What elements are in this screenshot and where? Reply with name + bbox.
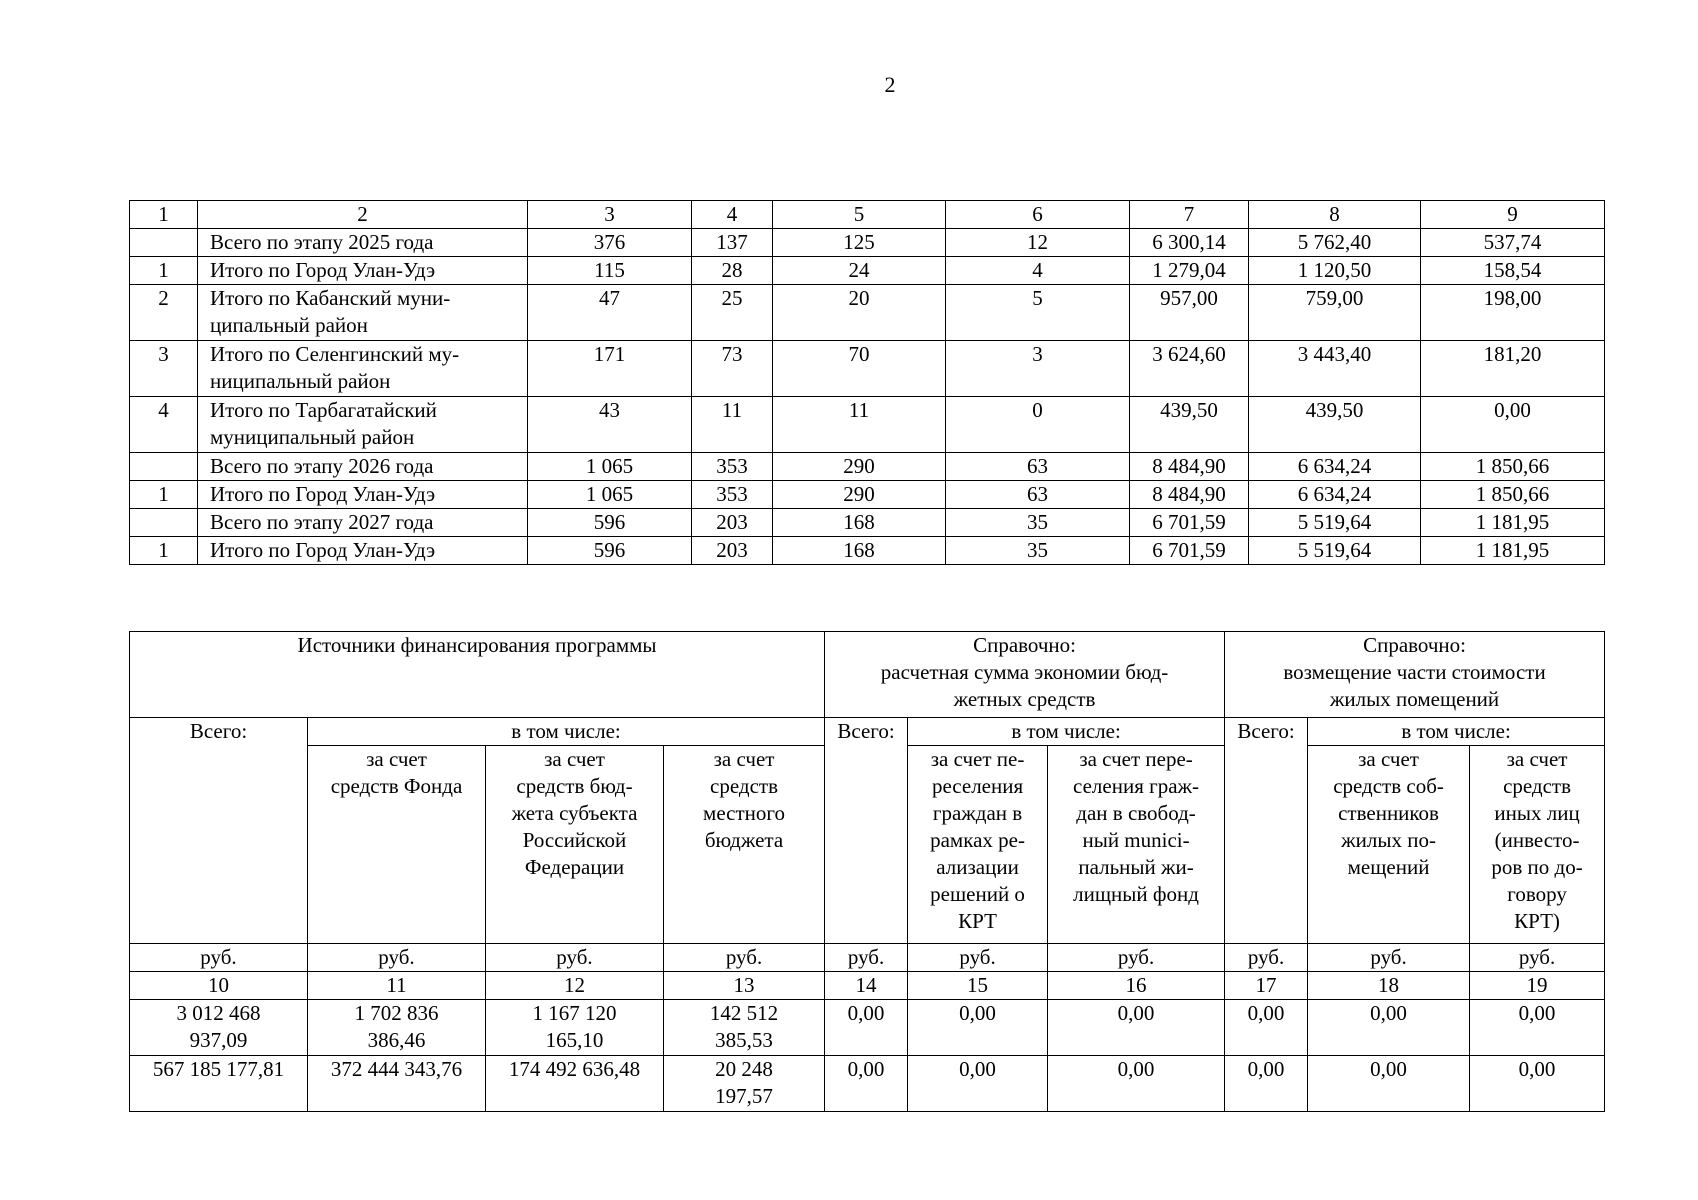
row-name: Всего по этапу 2026 года: [198, 453, 528, 481]
cell-col-14: 0,00: [825, 1056, 908, 1112]
unit-col-18: руб.: [1308, 944, 1470, 972]
cell-col-8: 6 634,24: [1249, 453, 1421, 481]
row-number: 4: [130, 397, 198, 453]
unit-row: [130, 944, 1605, 972]
row-name: Итого по Кабанский муни- ципальный район: [198, 285, 528, 341]
cell-col-13: 20 248 197,57: [664, 1056, 825, 1112]
column-number-2: 2: [198, 201, 528, 229]
header-including-3: в том числе:: [1308, 718, 1605, 746]
page-number: 2: [884, 72, 896, 97]
row-name: Всего по этапу 2025 года: [198, 229, 528, 257]
table-row: [130, 1000, 1605, 1056]
cell-col-6: 35: [946, 509, 1130, 537]
column-number-1: 1: [130, 201, 198, 229]
header-col-19: за счет средств иных лиц (инвесто- ров по до- говору КРТ): [1470, 746, 1605, 944]
header-total-17: Всего:: [1225, 718, 1308, 944]
column-number-3: 3: [528, 201, 692, 229]
column-number-6: 6: [946, 201, 1130, 229]
header-total-10: Всего:: [130, 718, 308, 944]
cell-col-4: 73: [692, 341, 773, 397]
cell-col-8: 1 120,50: [1249, 257, 1421, 285]
cell-col-4: 353: [692, 481, 773, 509]
row-name: Итого по Город Улан-Удэ: [198, 257, 528, 285]
cell-col-11: 372 444 343,76: [308, 1056, 486, 1112]
cell-col-5: 11: [773, 397, 946, 453]
cell-col-8: 3 443,40: [1249, 341, 1421, 397]
cell-col-5: 20: [773, 285, 946, 341]
cell-col-4: 203: [692, 509, 773, 537]
cell-col-8: 439,50: [1249, 397, 1421, 453]
cell-col-14: 0,00: [825, 1000, 908, 1056]
cell-col-4: 25: [692, 285, 773, 341]
cell-col-7: 3 624,60: [1130, 341, 1249, 397]
unit-col-12: руб.: [486, 944, 664, 972]
row-name: Итого по Город Улан-Удэ: [198, 537, 528, 565]
cell-col-18: 0,00: [1308, 1000, 1470, 1056]
unit-col-17: руб.: [1225, 944, 1308, 972]
column-number-16: 16: [1048, 972, 1225, 1000]
header-col-13: за счет средств местного бюджета: [664, 746, 825, 944]
column-number-17: 17: [1225, 972, 1308, 1000]
cell-col-4: 11: [692, 397, 773, 453]
cell-col-6: 5: [946, 285, 1130, 341]
cell-col-8: 6 634,24: [1249, 481, 1421, 509]
cell-col-6: 35: [946, 537, 1130, 565]
cell-col-4: 203: [692, 537, 773, 565]
cell-col-5: 125: [773, 229, 946, 257]
header-col-12: за счет средств бюд- жета субъекта Российской Федерации: [486, 746, 664, 944]
cell-col-9: 181,20: [1421, 341, 1605, 397]
header-including-2: в том числе:: [908, 718, 1225, 746]
cell-col-7: 6 701,59: [1130, 509, 1249, 537]
table-row: [130, 229, 1605, 257]
column-number-9: 9: [1421, 201, 1605, 229]
cell-col-7: 6 701,59: [1130, 537, 1249, 565]
cell-col-7: 8 484,90: [1130, 453, 1249, 481]
column-number-14: 14: [825, 972, 908, 1000]
cell-col-8: 5 519,64: [1249, 509, 1421, 537]
row-number: 2: [130, 285, 198, 341]
unit-col-13: руб.: [664, 944, 825, 972]
column-number-8: 8: [1249, 201, 1421, 229]
cell-col-3: 47: [528, 285, 692, 341]
cell-col-3: 171: [528, 341, 692, 397]
unit-col-14: руб.: [825, 944, 908, 972]
cell-col-12: 174 492 636,48: [486, 1056, 664, 1112]
column-number-13: 13: [664, 972, 825, 1000]
cell-col-9: 1 181,95: [1421, 509, 1605, 537]
table-row: [130, 341, 1605, 397]
unit-col-16: руб.: [1048, 944, 1225, 972]
cell-col-5: 290: [773, 481, 946, 509]
cell-col-3: 1 065: [528, 453, 692, 481]
cell-col-4: 137: [692, 229, 773, 257]
row-number: 1: [130, 257, 198, 285]
header-col-15: за счет пе- реселения граждан в рамках ре- ализации решений о КРТ: [908, 746, 1048, 944]
cell-col-8: 5 762,40: [1249, 229, 1421, 257]
row-number: [130, 229, 198, 257]
row-number: [130, 509, 198, 537]
cell-col-6: 12: [946, 229, 1130, 257]
cell-col-9: 0,00: [1421, 397, 1605, 453]
cell-col-7: 1 279,04: [1130, 257, 1249, 285]
column-number-4: 4: [692, 201, 773, 229]
table-row: [130, 285, 1605, 341]
unit-col-15: руб.: [908, 944, 1048, 972]
row-name: Всего по этапу 2027 года: [198, 509, 528, 537]
cell-col-6: 4: [946, 257, 1130, 285]
row-name: Итого по Селенгинский му- ниципальный район: [198, 341, 528, 397]
cell-col-16: 0,00: [1048, 1000, 1225, 1056]
cell-col-11: 1 702 836 386,46: [308, 1000, 486, 1056]
cell-col-3: 376: [528, 229, 692, 257]
cell-col-9: 158,54: [1421, 257, 1605, 285]
cell-col-5: 70: [773, 341, 946, 397]
unit-col-10: руб.: [130, 944, 308, 972]
cell-col-7: 8 484,90: [1130, 481, 1249, 509]
cell-col-9: 198,00: [1421, 285, 1605, 341]
cell-col-5: 24: [773, 257, 946, 285]
table-row: [130, 1056, 1605, 1112]
row-name: Итого по Город Улан-Удэ: [198, 481, 528, 509]
header-row-including: [130, 718, 1605, 746]
cell-col-4: 28: [692, 257, 773, 285]
header-col-11: за счет средств Фонда: [308, 746, 486, 944]
cell-col-4: 353: [692, 453, 773, 481]
summary-table: [129, 200, 1605, 565]
cell-col-18: 0,00: [1308, 1056, 1470, 1112]
header-total-14: Всего:: [825, 718, 908, 944]
cell-col-6: 0: [946, 397, 1130, 453]
cell-col-6: 63: [946, 481, 1130, 509]
column-number-12: 12: [486, 972, 664, 1000]
column-number-19: 19: [1470, 972, 1605, 1000]
header-row-groups: [130, 632, 1605, 718]
cell-col-3: 43: [528, 397, 692, 453]
cell-col-3: 596: [528, 537, 692, 565]
column-number-5: 5: [773, 201, 946, 229]
cell-col-9: 1 850,66: [1421, 453, 1605, 481]
cell-col-3: 1 065: [528, 481, 692, 509]
cell-col-17: 0,00: [1225, 1056, 1308, 1112]
row-name: Итого по Тарбагатайский муниципальный район: [198, 397, 528, 453]
header-budget-savings: Справочно: расчетная сумма экономии бюд- жетных средств: [825, 632, 1225, 718]
header-col-16: за счет пере- селения граж- дан в свобод- ный munici- пальный жи- лищный фонд: [1048, 746, 1225, 944]
cell-col-15: 0,00: [908, 1000, 1048, 1056]
cell-col-3: 596: [528, 509, 692, 537]
cell-col-10: 3 012 468 937,09: [130, 1000, 308, 1056]
unit-col-19: руб.: [1470, 944, 1605, 972]
column-number-11: 11: [308, 972, 486, 1000]
row-number: 3: [130, 341, 198, 397]
cell-col-8: 5 519,64: [1249, 537, 1421, 565]
cell-col-13: 142 512 385,53: [664, 1000, 825, 1056]
header-compensation: Справочно: возмещение части стоимости жилых помещений: [1225, 632, 1605, 718]
table-row: [130, 257, 1605, 285]
row-number: 1: [130, 537, 198, 565]
table-row: [130, 537, 1605, 565]
column-number-row: [130, 201, 1605, 229]
cell-col-10: 567 185 177,81: [130, 1056, 308, 1112]
table-row: [130, 397, 1605, 453]
cell-col-5: 168: [773, 509, 946, 537]
header-col-18: за счет средств соб- ственников жилых по- мещений: [1308, 746, 1470, 944]
column-number-7: 7: [1130, 201, 1249, 229]
column-number-10: 10: [130, 972, 308, 1000]
column-number-18: 18: [1308, 972, 1470, 1000]
cell-col-7: 957,00: [1130, 285, 1249, 341]
table-row: [130, 453, 1605, 481]
cell-col-6: 3: [946, 341, 1130, 397]
column-number-row: [130, 972, 1605, 1000]
cell-col-15: 0,00: [908, 1056, 1048, 1112]
cell-col-19: 0,00: [1470, 1056, 1605, 1112]
cell-col-5: 290: [773, 453, 946, 481]
cell-col-12: 1 167 120 165,10: [486, 1000, 664, 1056]
cell-col-16: 0,00: [1048, 1056, 1225, 1112]
cell-col-8: 759,00: [1249, 285, 1421, 341]
table-row: [130, 509, 1605, 537]
cell-col-9: 1 181,95: [1421, 537, 1605, 565]
header-financing-sources: Источники финансирования программы: [130, 632, 825, 718]
cell-col-9: 537,74: [1421, 229, 1605, 257]
table-row: [130, 481, 1605, 509]
cell-col-3: 115: [528, 257, 692, 285]
cell-col-7: 439,50: [1130, 397, 1249, 453]
row-number: 1: [130, 481, 198, 509]
cell-col-7: 6 300,14: [1130, 229, 1249, 257]
financing-table: [129, 631, 1605, 1112]
row-number: [130, 453, 198, 481]
unit-col-11: руб.: [308, 944, 486, 972]
cell-col-9: 1 850,66: [1421, 481, 1605, 509]
cell-col-19: 0,00: [1470, 1000, 1605, 1056]
cell-col-17: 0,00: [1225, 1000, 1308, 1056]
cell-col-6: 63: [946, 453, 1130, 481]
header-including-1: в том числе:: [308, 718, 825, 746]
column-number-15: 15: [908, 972, 1048, 1000]
cell-col-5: 168: [773, 537, 946, 565]
